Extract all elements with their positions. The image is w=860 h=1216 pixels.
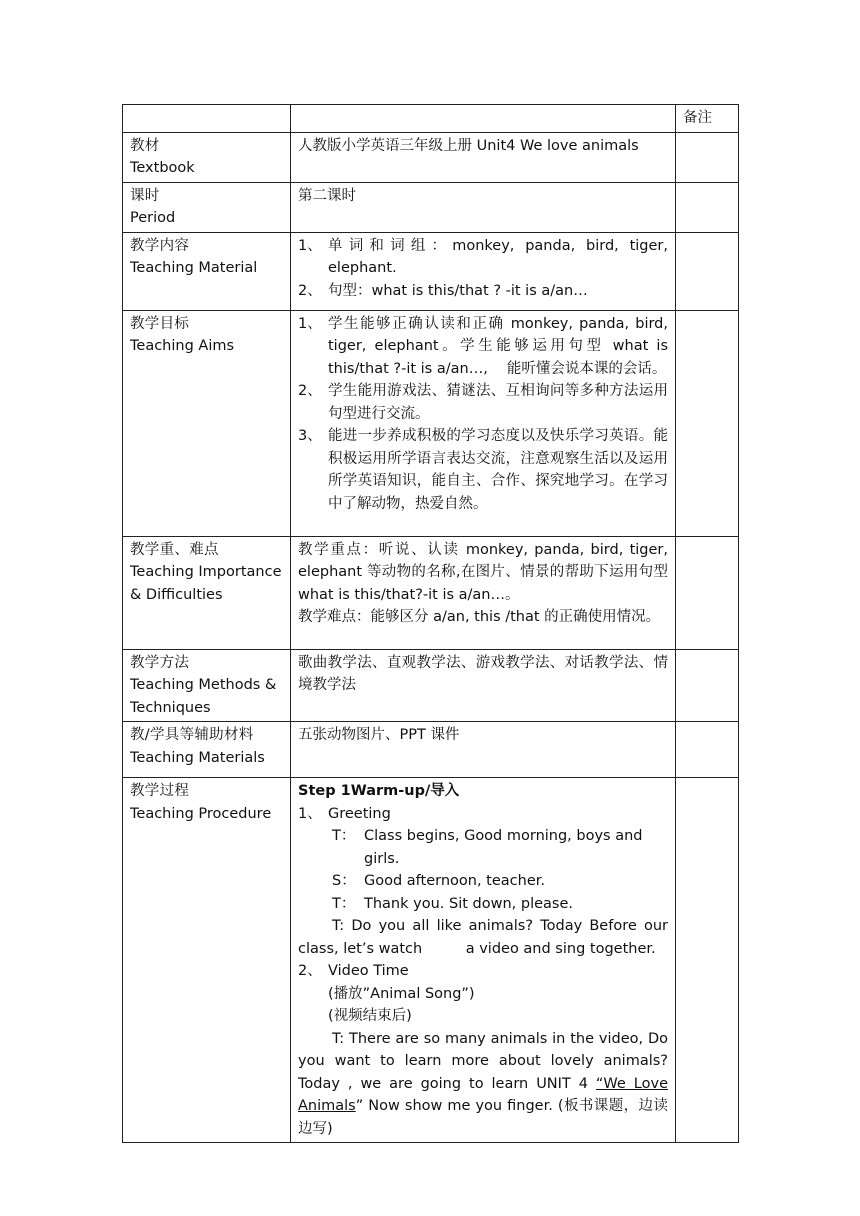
remarks-cell (676, 722, 739, 778)
remarks-cell (676, 132, 739, 182)
row-content (291, 536, 676, 649)
row-label (123, 232, 291, 310)
remarks-cell (676, 232, 739, 310)
header-cell-2 (291, 105, 676, 133)
row-label (123, 536, 291, 649)
dialog-line: T： Thank you. Sit down, please. (332, 895, 573, 912)
row-content (291, 232, 676, 310)
label-en: Teaching Methods & Techniques (130, 677, 277, 716)
teacher-paragraph-2: T: There are so many animals in the video, Do you want to learn more about lovely animals? Today , we are going to learn UNIT 4 “We Love Animals” Now show me you finger. (板书课题，边读边写) (298, 1030, 668, 1137)
label-zh: 教学过程 (130, 783, 190, 799)
label-zh: 教学内容 (130, 237, 190, 254)
label-zh: 教材 (130, 137, 160, 154)
label-en: Teaching Importance & Difficulties (130, 564, 282, 603)
label-zh: 教学方法 (130, 654, 190, 671)
difficult-points: 教学难点：能够区分 a/an, this /that 的正确使用情况。 (298, 609, 661, 625)
table-row-methods (123, 649, 739, 722)
unit-title-link: “We Love Animals (298, 1075, 668, 1114)
label-zh: 课时 (130, 187, 160, 204)
teacher-paragraph: T: Do you all like animals? Today Before our class, let’s watch a video and sing together. (298, 918, 668, 957)
label-en: Textbook (130, 160, 195, 176)
table-row-procedure (123, 778, 739, 1143)
remarks-cell (676, 649, 739, 722)
dialog-line: T： Class begins, Good morning, boys and girls. (332, 828, 643, 867)
row-label (123, 778, 291, 1143)
header-cell-1 (123, 105, 291, 133)
list-item: 3、 能进一步养成积极的学习态度以及快乐学习英语。能积极运用所学语言表达交流，注意观察生活以及运用所学英语知识，能自主、合作、探究地学习。在学习中了解动物，热爱自然。 (298, 428, 668, 512)
label-en: Period (130, 210, 176, 226)
list-item: 1、 学生能够正确认读和正确 monkey, panda, bird, tiger, elephant。学生能够运用句型 what is this/that ?-it is a/an…, 能听懂会说本课的会话。 (298, 315, 668, 377)
label-en: Teaching Aims (130, 338, 235, 354)
table-row-material (123, 232, 739, 310)
procedure-content (291, 778, 676, 1143)
list-item: 2、 Video Time (298, 963, 409, 979)
remarks-header: 备注 (676, 105, 739, 133)
remarks-cell (676, 310, 739, 536)
table-row-importance (123, 536, 739, 649)
lesson-plan-table (122, 104, 739, 1143)
label-en: Teaching Procedure (130, 805, 272, 822)
row-content (291, 310, 676, 536)
dialog-line: S： Good afternoon, teacher. (332, 873, 545, 889)
row-label (123, 310, 291, 536)
label-en: Teaching Material (130, 260, 258, 276)
row-label (123, 649, 291, 722)
table-row-textbook (123, 132, 739, 182)
label-zh: 教学重、难点 (130, 541, 219, 558)
list-item: 1、 Greeting (298, 805, 391, 822)
remarks-cell (676, 778, 739, 1143)
row-label (123, 132, 291, 182)
label-zh: 教学目标 (130, 315, 190, 332)
table-row-materials (123, 722, 739, 778)
row-content: 人教版小学英语三年级上册 Unit4 We love animals (291, 132, 676, 182)
row-label (123, 182, 291, 232)
row-content: 第二课时 (291, 182, 676, 232)
label-zh: 教/学具等辅助材料 (130, 727, 254, 743)
row-content: 歌曲教学法、直观教学法、游戏教学法、对话教学法、情境教学法 (291, 649, 676, 722)
list-item: 2、 句型：what is this/that ? -it is a/an… (298, 282, 588, 299)
table-row-period (123, 182, 739, 232)
after-note: (视频结束后) (328, 1008, 412, 1024)
label-en: Teaching Materials (130, 749, 265, 766)
row-label (123, 722, 291, 778)
table-header-row (123, 105, 739, 133)
step-title: Step 1Warm-up/导入 (298, 783, 460, 799)
play-note: (播放”Animal Song”) (328, 985, 475, 1002)
table-row-aims (123, 310, 739, 536)
remarks-cell (676, 182, 739, 232)
remarks-cell (676, 536, 739, 649)
row-content: 五张动物图片、PPT 课件 (291, 722, 676, 778)
list-item: 2、 学生能用游戏法、猜谜法、互相询问等多种方法运用句型进行交流。 (298, 383, 668, 422)
list-item: 1、 单词和词组：monkey, panda, bird, tiger, elephant. (298, 237, 668, 276)
key-points: 教学重点：听说、认读 monkey, panda, bird, tiger, elephant 等动物的名称,在图片、情景的帮助下运用句型 what is this/that?-it is a/an…。 (298, 541, 668, 603)
